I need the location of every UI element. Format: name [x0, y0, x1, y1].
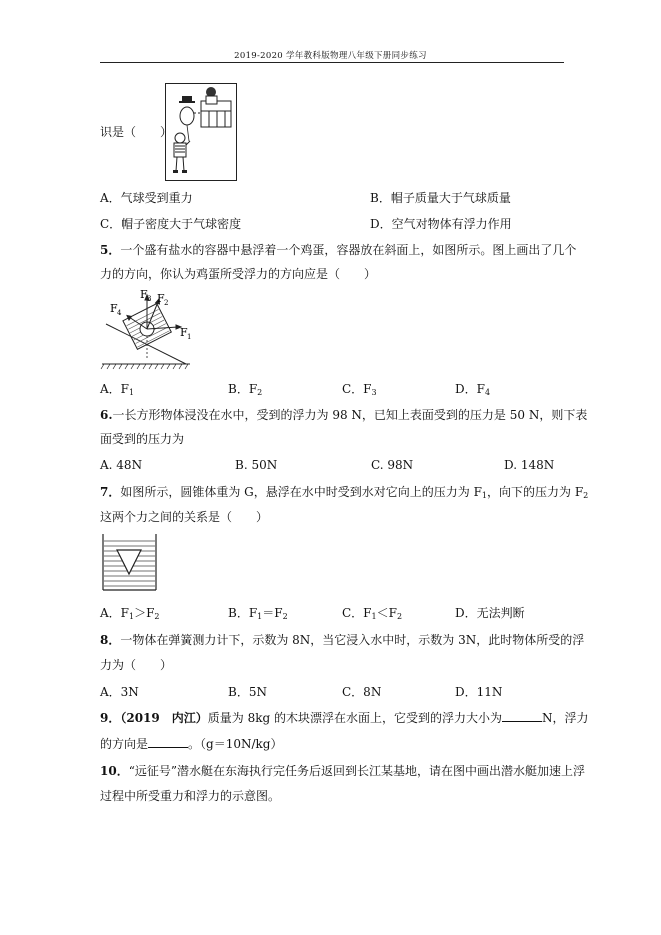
q5-text-line1: 一个盛有盐水的容器中悬浮着一个鸡蛋，容器放在斜面上，如图所示。图上画出了几个: [120, 243, 577, 257]
q5-f2-sub: 2: [164, 299, 169, 307]
q8-text-line1: 一物体在弹簧测力计下，示数为 8N，当它浸入水中时，示数为 3N，此时物体所受的浮: [120, 633, 585, 647]
q6-option-a: A. 48N: [100, 458, 143, 472]
q9-source: （2019 内江）: [120, 711, 208, 725]
q5-text-line2: 力的方向，你认为鸡蛋所受浮力的方向应是（ ）: [100, 267, 377, 281]
q7-option-c: C．$F_1<F_2$: [342, 606, 403, 621]
q8-text-line2: 力为（ ）: [100, 658, 173, 672]
q5-f3-sub: 3: [147, 295, 152, 303]
q5-f1-label: F: [180, 326, 188, 339]
q10-text-line1: “远征号”潜水艇在东海执行完任务后返回到长江某基地，请在图中画出潜水艇加速上浮: [128, 764, 585, 778]
q4-stem-tail: 识是（ ）: [100, 125, 173, 139]
q10-text-line2: 过程中所受重力和浮力的示意图。: [100, 789, 281, 803]
q7-line1: 7．如图所示，圆锥体重为 G，悬浮在水中时受到水对它向上的压力为 $F_1$，向下的压力为 $F_2$: [100, 485, 589, 500]
q9-number: 9．: [100, 711, 121, 725]
q7-option-d: D．无法判断: [455, 606, 525, 620]
q8-option-b: B．5N: [228, 685, 267, 699]
q6-option-b: B. 50N: [235, 458, 278, 472]
q4-option-c: C．帽子密度大于气球密度: [100, 217, 242, 231]
q9-blank-1[interactable]: [502, 710, 542, 722]
q5-figure: [100, 286, 195, 374]
q6-text-line2: 面受到的压力为: [100, 432, 185, 446]
q5-f1-sub: 1: [187, 333, 192, 341]
q9-blank-2[interactable]: [148, 736, 188, 748]
q5-number: 5．: [100, 243, 121, 257]
q8-option-a: A．3N: [100, 685, 139, 699]
q4-figure: [165, 83, 237, 181]
q5-f4-sub: 4: [117, 309, 122, 317]
q10-number: 10．: [100, 764, 129, 778]
q4-option-b: B．帽子质量大于气球质量: [370, 191, 511, 205]
q5-option-b: B．$F_2$: [228, 382, 263, 397]
q5-f2-label: F: [157, 292, 165, 305]
q5-line1: [100, 241, 576, 259]
q7-text-line2: 这两个力之间的关系是（ ）: [100, 510, 269, 524]
q7-number: 7．: [100, 485, 121, 499]
q6-option-c: C. 98N: [371, 458, 414, 472]
q7-figure: [100, 532, 160, 594]
header-rule: [100, 62, 564, 63]
q9-line2: 的方向是 。（g＝10N/kg）: [100, 737, 283, 751]
q8-number: 8．: [100, 633, 121, 647]
q4-option-d: D．空气对物体有浮力作用: [370, 217, 512, 231]
q8-line1: [100, 631, 584, 649]
q5-option-c: C．$F_3$: [342, 382, 377, 397]
q5-option-d: D．$F_4$: [455, 382, 491, 397]
page-header-title: 2019-2020 学年教科版物理八年级下册同步练习: [234, 51, 427, 61]
q4-option-a: A．气球受到重力: [100, 191, 193, 205]
q5-option-a: A．$F_1$: [100, 382, 135, 397]
q6-option-d: D. 148N: [504, 458, 555, 472]
q6-number: 6.: [100, 408, 113, 422]
q9-line1: 9．（2019 内江）质量为 8kg 的木块漂浮在水面上，它受到的浮力大小为 N，浮力: [100, 711, 589, 725]
q8-option-c: C．8N: [342, 685, 382, 699]
q6-text-line1: 一长方形物体浸没在水中，受到的浮力为 98 N，已知上表面受到的压力是 50 N，则下表: [112, 408, 588, 422]
q5-f4-label: F: [110, 302, 118, 315]
q6-line1: [100, 406, 587, 424]
q5-f3-label: F: [140, 288, 148, 301]
q7-option-b: B．$F_1=F_2$: [228, 606, 288, 621]
q8-option-d: D．11N: [455, 685, 503, 699]
q7-option-a: A．$F_1>F_2$: [100, 606, 160, 621]
q10-line1: [100, 762, 585, 780]
